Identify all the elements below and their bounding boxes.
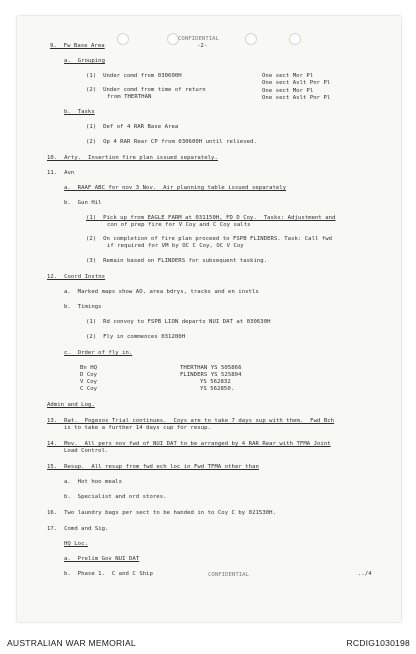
document-line: V Coy	[80, 379, 98, 385]
document-line: 17. Comd and Sig.	[47, 526, 109, 532]
document-line: c. Order of fly in.	[64, 350, 133, 356]
punch-hole	[117, 33, 129, 45]
document-line: Admin and Log.	[47, 402, 95, 408]
document-line: CONFIDENTIAL	[208, 572, 250, 578]
document-line: HQ Loc.	[64, 541, 88, 547]
document-line: YS 562832	[200, 379, 231, 385]
document-line: ../4	[358, 571, 372, 577]
document-line: One sect Mor Pl	[262, 73, 314, 79]
document-line: (1) Pick up from EAGLE FARM at 031150H, FD D Coy. Tasks: Adjustment and	[86, 215, 336, 221]
document-line: a. RAAF ABC for nov 3 Nov. Air planning table issued separately	[64, 185, 287, 191]
document-line: (2) Under comd from time of return	[86, 87, 206, 93]
document-line: b. Specialist and ord stores.	[64, 494, 167, 500]
document-line: Load Control.	[64, 448, 109, 454]
document-line: a. Hot hoo meals	[64, 479, 123, 485]
document-line: (1) Def of 4 RAR Base Area	[86, 124, 179, 130]
document-line: THERTHAN YS 505866	[180, 365, 242, 371]
document-line: YS 562850.	[200, 386, 235, 392]
document-line: 15. Resup. All resup from fwd ech loc in Fwd TFMA other than	[47, 464, 259, 470]
document-line: b. Phase 1. C and C Ship	[64, 571, 153, 577]
document-line: FLINDERS YS 525804	[180, 372, 242, 378]
document-line: if required for VM by OC C Coy, OC V Coy	[107, 243, 244, 249]
document-line: 16. Two laundry bags per sect to be handed in to Coy C by 021530H.	[47, 510, 276, 516]
punch-hole	[245, 33, 257, 45]
document-line: D Coy	[80, 372, 98, 378]
document-line: 13. Rat. Pogesos Trial continues. Coys are to take 7 days sup with them. Fwd Bch	[47, 418, 335, 424]
document-line: One sect Aslt Pnr Pl	[262, 95, 331, 101]
document-line: (1) Rd convoy to FSPB LION departs NUI DAT at 030630H	[86, 319, 271, 325]
document-line: C Coy	[80, 386, 98, 392]
document-line: con of prep fire for V Coy and C Coy salts	[107, 222, 251, 228]
document-line: from THERTHAN	[107, 94, 152, 100]
document-line: (1) Under comd from 030600H	[86, 73, 182, 79]
document-line: a. Prelim Gov NUI DAT	[64, 556, 140, 562]
archive-reference: RCDIG1030198	[346, 638, 410, 648]
document-line: (2) Op 4 RAR Rear CP from 030600H until relieved.	[86, 139, 257, 145]
document-line: One sect Aslt Pnr Pl	[262, 80, 331, 86]
classification-header: CONFIDENTIAL	[178, 36, 220, 42]
document-line: is to take a further 14 days cup for resup.	[64, 425, 211, 431]
document-page	[17, 16, 401, 622]
document-line: a. Marked maps show AO, area bdrys, tracks and en instls	[64, 289, 259, 295]
document-line: 10. Arty. Insertion fire plan issued separately.	[47, 155, 218, 161]
document-line: 14. Mov. All pers nov fwd of NUI DAT to be arranged by 4 RAR Rear with TFMA Joint	[47, 441, 331, 447]
document-line: b. Timings	[64, 304, 102, 310]
document-line: b. Gun Hil	[64, 200, 102, 206]
document-line: (2) Fly in commences 031200H	[86, 334, 186, 340]
document-line: b. Tasks	[64, 109, 95, 115]
archive-name: AUSTRALIAN WAR MEMORIAL	[7, 638, 136, 648]
document-line: 12. Coord Instns	[47, 274, 106, 280]
punch-hole	[289, 33, 301, 45]
document-line: Bn HQ	[80, 365, 98, 371]
document-line: One sect Mor Pl	[262, 88, 314, 94]
document-line: (3) Remain based on FLINDERS for subsequent tasking.	[86, 258, 268, 264]
document-line: (2) On completion of fire plan proceed to FSPB FLINDERS. Task: Call fwd	[86, 236, 333, 242]
document-line: 11. Avn	[47, 170, 75, 176]
document-line: a. Grouping	[64, 58, 106, 64]
page-number: -2-	[197, 43, 208, 49]
document-line: 9. Fw Base Area	[50, 43, 105, 49]
